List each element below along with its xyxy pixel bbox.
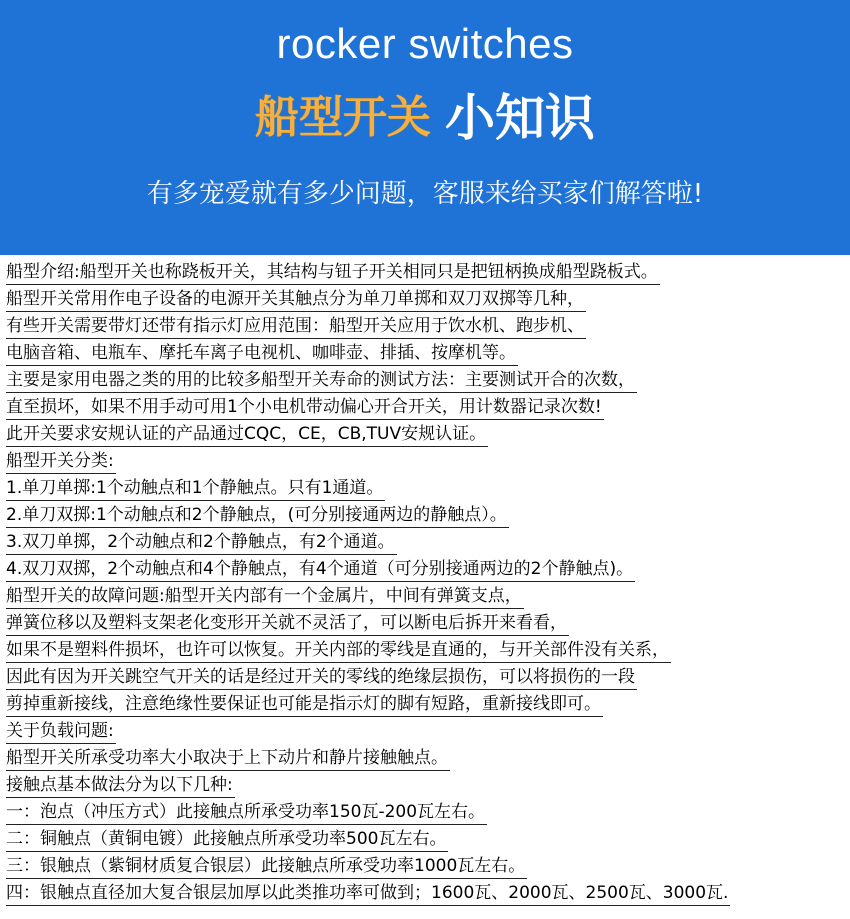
text-line: 船型开关所承受功率大小取决于上下动片和静片接触触点。 bbox=[6, 745, 848, 772]
text-line: 有些开关需要带灯还带有指示灯应用范围：船型开关应用于饮水机、跑步机、 bbox=[6, 313, 848, 340]
section-heading-load: 关于负载问题: bbox=[6, 718, 848, 745]
text-line: 主要是家用电器之类的用的比较多船型开关寿命的测试方法：主要测试开合的次数， bbox=[6, 367, 848, 394]
heading-accent: 船型开关 bbox=[255, 92, 431, 143]
text-line: 直至损坏，如果不用手动可用1个小电机带动偏心开合开关，用计数器记录次数! bbox=[6, 394, 848, 421]
list-item: 三：银触点（紫铜材质复合银层）此接触点所承受功率1000瓦左右。 bbox=[6, 853, 848, 880]
list-item: 4.双刀双掷，2个动触点和4个静触点，有4个通道（可分别接通两边的2个静触点)。 bbox=[6, 556, 848, 583]
text-line: 船型开关的故障问题:船型开关内部有一个金属片，中间有弹簧支点， bbox=[6, 583, 848, 610]
heading-main: 小知识 bbox=[445, 89, 595, 147]
text-line: 此开关要求安规认证的产品通过CQC，CE，CB,TUV安规认证。 bbox=[6, 421, 848, 448]
text-line: 弹簧位移以及塑料支架老化变形开关就不灵活了，可以断电后拆开来看看， bbox=[6, 610, 848, 637]
list-item: 2.单刀双掷:1个动触点和2个静触点，(可分别接通两边的静触点）。 bbox=[6, 502, 848, 529]
header-banner bbox=[0, 0, 850, 255]
text-line: 如果不是塑料件损坏，也许可以恢复。开关内部的零线是直通的，与开关部件没有关系， bbox=[6, 637, 848, 664]
text-line: 因此有因为开关跳空气开关的话是经过开关的零线的绝缘层损伤，可以将损伤的一段 bbox=[6, 664, 848, 691]
list-item: 二：铜触点（黄铜电镀）此接触点所承受功率500瓦左右。 bbox=[6, 826, 848, 853]
text-line: 船型开关常用作电子设备的电源开关其触点分为单刀单掷和双刀双掷等几种， bbox=[6, 286, 848, 313]
list-item: 四：银触点直径加大复合银层加厚以此类推功率可做到；1600瓦、2000瓦、2500瓦、3000瓦. bbox=[6, 880, 848, 907]
text-line: 接触点基本做法分为以下几种: bbox=[6, 772, 848, 799]
banner-subtitle: 有多宠爱就有多少问题，客服来给买家们解答啦! bbox=[146, 179, 704, 209]
text-line: 船型介绍:船型开关也称跷板开关，其结构与钮子开关相同只是把钮柄换成船型跷板式。 bbox=[6, 259, 848, 286]
body-text bbox=[6, 259, 848, 907]
text-line: 电脑音箱、电瓶车、摩托车离子电视机、咖啡壶、排插、按摩机等。 bbox=[6, 340, 848, 367]
list-item: 一：泡点（冲压方式）此接触点所承受功率150瓦-200瓦左右。 bbox=[6, 799, 848, 826]
list-item: 1.单刀单掷:1个动触点和1个静触点。只有1通道。 bbox=[6, 475, 848, 502]
section-heading-classification: 船型开关分类: bbox=[6, 448, 848, 475]
banner-title: rocker switches bbox=[276, 20, 574, 67]
text-line: 剪掉重新接线，注意绝缘性要保证也可能是指示灯的脚有短路，重新接线即可。 bbox=[6, 691, 848, 718]
list-item: 3.双刀单掷，2个动触点和2个静触点，有2个通道。 bbox=[6, 529, 848, 556]
banner-heading bbox=[0, 88, 850, 148]
